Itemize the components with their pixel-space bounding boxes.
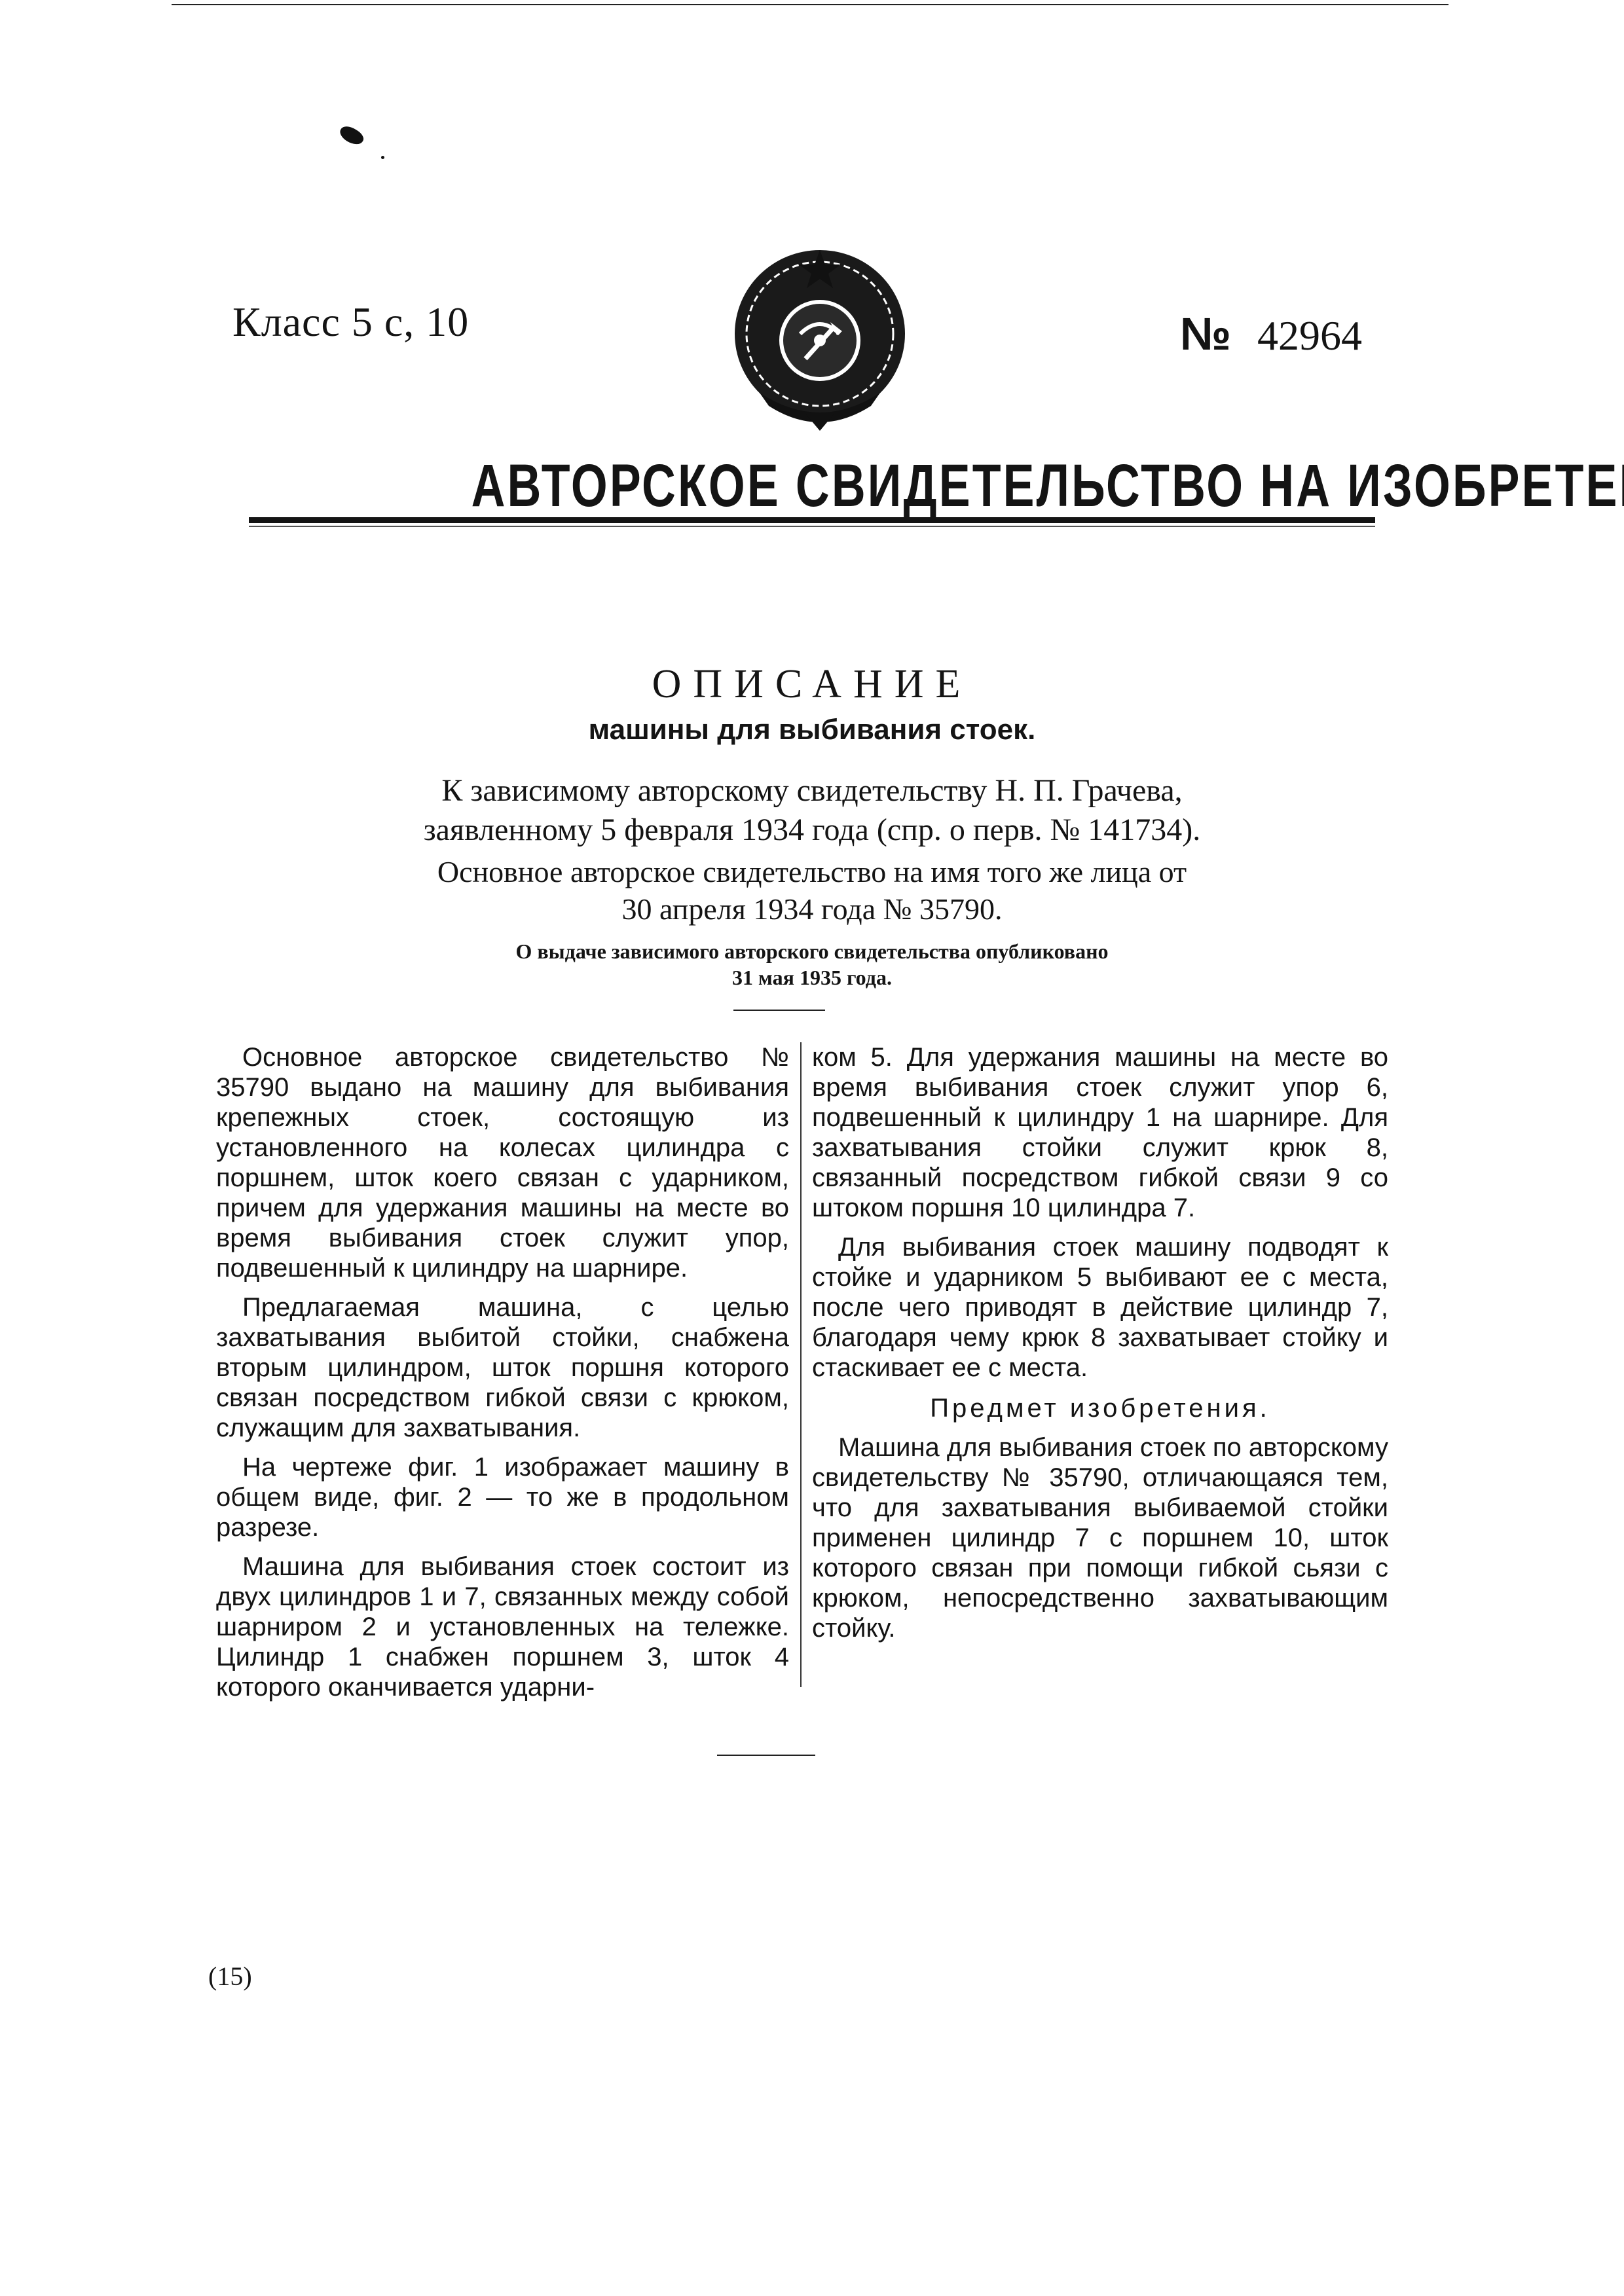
section-divider: [733, 1010, 825, 1011]
end-divider: [717, 1755, 815, 1756]
claim-text: Машина для выбивания стоек по авторскому свидетельству № 35790, отличающаяся тем, что для захватывания выбиваемой стойки применен цилиндр 7 с поршнем 10, шток которого связан при помощи гибкой сьязи с крюком, непосредственно захватывающим стойку.: [812, 1432, 1388, 1643]
patent-number: [1180, 308, 1362, 360]
right-paragraph: ком 5. Для удержания машины на месте во время выбивания стоек служит упор 6, подвешенный к цилиндру 1 на шарнире. Для захватывания стойки служит крюк 8, связанный посредством гибкой связи 9 со штоком поршня 10 цилиндра 7.: [812, 1042, 1388, 1223]
main-cert-line-2: 30 апреля 1934 года № 35790.: [0, 892, 1624, 926]
dependent-cert-line-2: заявленному 5 февраля 1934 года (спр. о перв. № 141734).: [0, 812, 1624, 848]
ussr-emblem-icon: [727, 242, 913, 435]
title-underline-thin: [249, 526, 1375, 527]
class-label: Класс 5 с, 10: [232, 298, 469, 346]
title-underline: [249, 517, 1375, 523]
right-paragraph: Для выбивания стоек машину подводят к стойке и ударником 5 выбивают ее с места, после чего приводят в действие цилиндр 7, благодаря чему крюк 8 захватывает стойку и стаскивает ее с места.: [812, 1232, 1388, 1383]
main-cert-line-1: Основное авторское свидетельство на имя того же лица от: [0, 854, 1624, 889]
top-edge-rule: [172, 4, 1449, 5]
ink-speck-mark: [337, 123, 366, 149]
ink-dot-mark: [381, 156, 384, 159]
dependent-cert-line-1: К зависимому авторскому свидетельству Н. П. Грачева,: [0, 773, 1624, 809]
invention-subtitle: машины для выбивания стоек.: [0, 714, 1624, 746]
publication-line-1: О выдаче зависимого авторского свидетельства опубликовано: [0, 939, 1624, 964]
page-code: (15): [208, 1961, 252, 1992]
column-divider: [800, 1042, 802, 1687]
number-sign: №: [1180, 308, 1231, 360]
publication-line-2: 31 мая 1935 года.: [0, 966, 1624, 990]
document-title: АВТОРСКОЕ СВИДЕТЕЛЬСТВО НА ИЗОБРЕТЕНИЕ: [471, 452, 1166, 520]
patent-number-value: 42964: [1257, 312, 1362, 360]
description-heading: ОПИСАНИЕ: [0, 661, 1624, 708]
right-column: [812, 1042, 1388, 1652]
claim-heading: Предмет изобретения.: [812, 1393, 1388, 1423]
left-paragraph: Предлагаемая машина, с целью захватывания выбитой стойки, снабжена вторым цилиндром, шток поршня которого связан посредством гибкой связи с крюком, служащим для захватывания.: [216, 1292, 789, 1443]
left-paragraph: Машина для выбивания стоек состоит из двух цилиндров 1 и 7, связанных между собой шарниром 2 и установленных на тележке. Цилиндр 1 снабжен поршнем 3, шток 4 которого оканчивается ударни-: [216, 1552, 789, 1702]
left-paragraph: На чертеже фиг. 1 изображает машину в общем виде, фиг. 2 — то же в продольном разрезе.: [216, 1452, 789, 1542]
left-paragraph: Основное авторское свидетельство № 35790 выдано на машину для выбивания крепежных стоек, состоящую из установленного на колесах цилиндра с поршнем, шток коего связан с ударником, причем для удержания машины на месте во время выбивания стоек служит упор, подвешенный к цилиндру на шарнире.: [216, 1042, 789, 1283]
left-column: [216, 1042, 789, 1711]
